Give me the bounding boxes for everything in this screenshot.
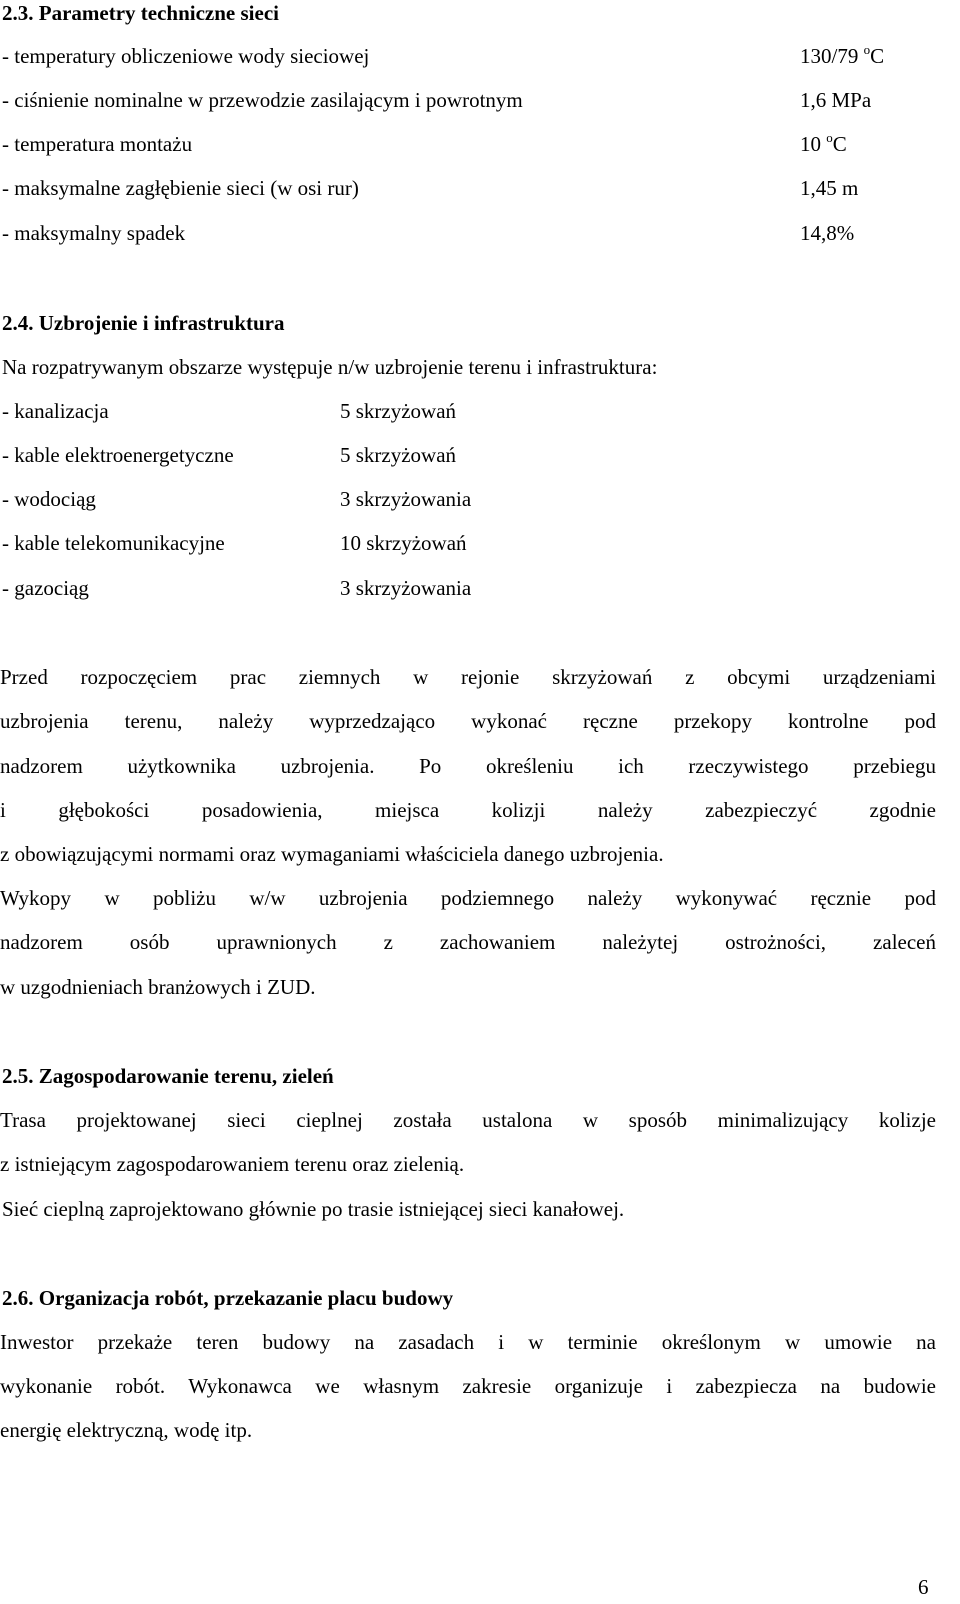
infra-value: 10 skrzyżowań xyxy=(340,531,467,555)
infra-label: - gazociąg xyxy=(2,576,89,600)
section-2-4-heading: 2.4. Uzbrojenie i infrastruktura xyxy=(2,311,285,335)
infra-label: - wodociąg xyxy=(2,487,96,511)
param-value: 1,45 m xyxy=(800,176,859,200)
param-value: 1,6 MPa xyxy=(800,88,872,112)
paragraph-line: Inwestor przekaże teren budowy na zasadach i w terminie określonym w umowie na xyxy=(0,1330,936,1354)
param-label: - ciśnienie nominalne w przewodzie zasilającym i powrotnym xyxy=(2,88,523,112)
page-number: 6 xyxy=(918,1575,929,1599)
paragraph-line: z istniejącym zagospodarowaniem terenu oraz zielenią. xyxy=(0,1152,465,1176)
paragraph-line: nadzorem osób uprawnionych z zachowaniem należytej ostrożności, zaleceń xyxy=(0,930,936,954)
paragraph-line: w uzgodnieniach branżowych i ZUD. xyxy=(0,975,316,999)
infra-value: 5 skrzyżowań xyxy=(340,399,457,423)
paragraph-line: Trasa projektowanej sieci cieplnej została ustalona w sposób minimalizujący kolizje xyxy=(0,1108,936,1132)
infra-label: - kanalizacja xyxy=(2,399,109,423)
infra-value: 3 skrzyżowania xyxy=(340,487,472,511)
param-value: 14,8% xyxy=(800,221,855,245)
param-value: 130/79 $^o$C xyxy=(800,42,885,68)
paragraph-line: i głębokości posadowienia, miejsca kolizji należy zabezpieczyć zgodnie xyxy=(0,798,936,822)
param-label: - temperatury obliczeniowe wody sieciowej xyxy=(2,44,370,68)
paragraph-line: energię elektryczną, wodę itp. xyxy=(0,1418,253,1442)
infra-value: 5 skrzyżowań xyxy=(340,443,457,467)
paragraph-line: Sieć cieplną zaprojektowano głównie po trasie istniejącej sieci kanałowej. xyxy=(2,1197,625,1221)
paragraph-line: nadzorem użytkownika uzbrojenia. Po określeniu ich rzeczywistego przebiegu xyxy=(0,754,936,778)
param-value: 10 $^o$C xyxy=(800,130,847,156)
paragraph-line: z obowiązującymi normami oraz wymaganiami właściciela danego uzbrojenia. xyxy=(0,842,664,866)
infra-label: - kable telekomunikacyjne xyxy=(2,531,225,555)
paragraph-line: Wykopy w pobliżu w/w uzbrojenia podziemnego należy wykonywać ręcznie pod xyxy=(0,886,936,910)
section-2-4-intro: Na rozpatrywanym obszarze występuje n/w uzbrojenie terenu i infrastruktura: xyxy=(2,355,658,379)
param-label: - maksymalne zagłębienie sieci (w osi rur) xyxy=(2,176,359,200)
infra-label: - kable elektroenergetyczne xyxy=(2,443,234,467)
param-label: - maksymalny spadek xyxy=(2,221,186,245)
section-2-6-heading: 2.6. Organizacja robót, przekazanie placu budowy xyxy=(2,1286,454,1310)
paragraph-line: Przed rozpoczęciem prac ziemnych w rejonie skrzyżowań z obcymi urządzeniami xyxy=(0,665,936,689)
section-2-5-heading: 2.5. Zagospodarowanie terenu, zieleń xyxy=(2,1064,334,1088)
param-label: - temperatura montażu xyxy=(2,132,193,156)
infra-value: 3 skrzyżowania xyxy=(340,576,472,600)
section-2-3-heading: 2.3. Parametry techniczne sieci xyxy=(2,1,279,25)
paragraph-line: uzbrojenia terenu, należy wyprzedzająco wykonać ręczne przekopy kontrolne pod xyxy=(0,709,936,733)
paragraph-line: wykonanie robót. Wykonawca we własnym zakresie organizuje i zabezpiecza na budowie xyxy=(0,1374,936,1398)
